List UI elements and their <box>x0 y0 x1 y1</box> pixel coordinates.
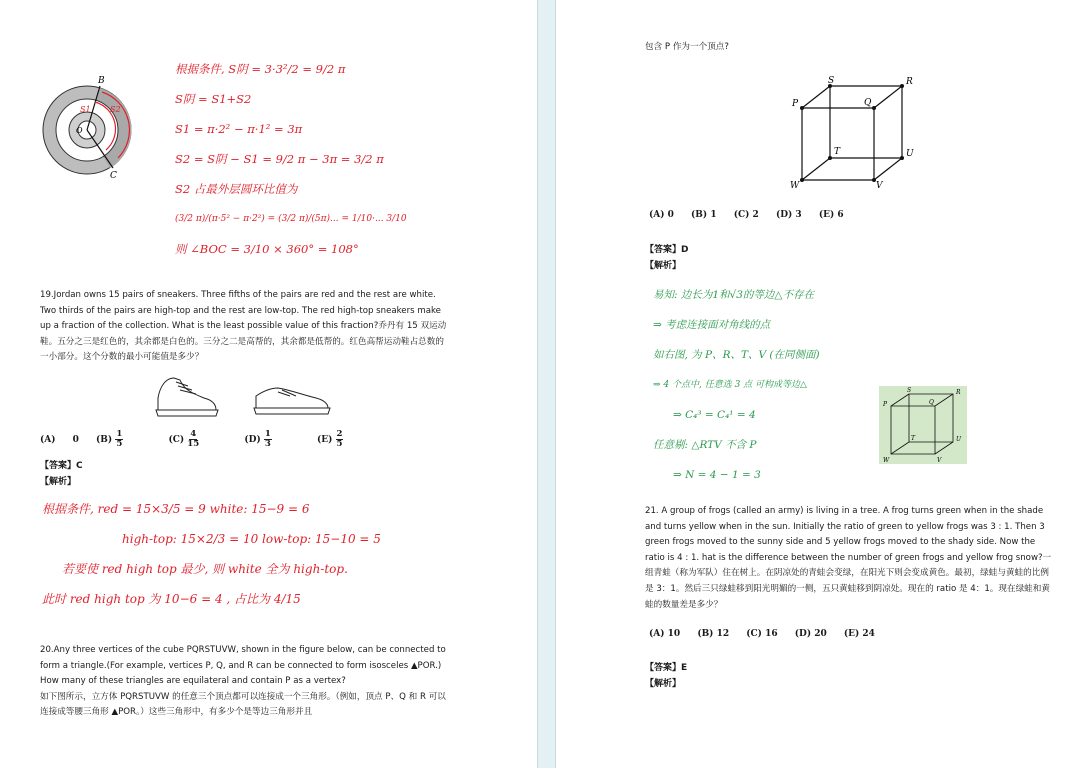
inset-label-t: T <box>911 435 916 442</box>
q21-text-en: 21. A group of frogs (called an army) is living in a tree. A frog turns green when in the shade and turns yellow when in the sun. Initially the ratio of green to yellow frogs was 3 : 1. Then 3 green frogs moved to the sunny side and 5 yellow frogs moved to the shady side. Now the ratio is 4 : 1. hat is the difference between the number of green frogs and yellow frog snow? <box>645 506 1045 563</box>
cube-label-r: R <box>906 77 913 87</box>
value: 16 <box>765 629 778 639</box>
frac-den: 3 <box>264 439 271 449</box>
q20-analysis-label: 【解析】 <box>645 261 682 271</box>
q21-choice-d <box>795 629 827 639</box>
label: (D) <box>794 629 812 639</box>
frac-num: 1 <box>264 429 271 439</box>
frac-den: 5 <box>116 439 123 449</box>
q19-analysis-label: 【解析】 <box>40 477 77 487</box>
q18-line-4: S2 = S阴 − S1 = 9/2 π − 3π = 3/2 π <box>175 152 384 166</box>
q20-text-en: 20.Any three vertices of the cube PQRSTUVW, shown in the figure below, can be connected to form a triangle.(For example, vertices P, Q, and R can be connected to form isosceles ▲POR.) How many of these triangles are equilateral and contain P as a vertex? <box>40 645 446 687</box>
cube-vertices <box>800 84 904 182</box>
inset-label-r: R <box>956 389 961 396</box>
q20-choice-b <box>691 210 717 220</box>
value: 12 <box>716 629 730 639</box>
frac-den: 15 <box>187 439 200 449</box>
q20-work-line-5: ⇒ C₄³ = C₄¹ = 4 <box>673 409 756 421</box>
q18-line-6: (3/2 π)/(π·5² − π·2²) = (3/2 π)/(5π)... = 1/10·... 3/10 <box>175 214 407 224</box>
q19-choice-d-label: (D) <box>244 435 261 445</box>
q19-choice-a-value: 0 <box>72 435 79 445</box>
label-o: O <box>76 126 83 135</box>
value: 24 <box>862 629 875 639</box>
q18-line-3: S1 = π·2² − π·1² = 3π <box>175 122 303 136</box>
label-b: B <box>98 76 105 86</box>
q20-choice-d <box>776 210 802 220</box>
q19-choice-a-label: (A) <box>40 435 56 445</box>
label-s1: S1 <box>80 105 91 114</box>
q19-choice-e-label: (E) <box>316 435 333 445</box>
q18-line-5: S2 占最外层圆环比值为 <box>175 182 298 196</box>
q20-work-line-7: ⇒ N = 4 − 1 = 3 <box>673 469 761 481</box>
value: 3 <box>795 210 802 220</box>
q19-text <box>40 288 452 366</box>
q21-text <box>645 504 1057 613</box>
q19-choice-c-label: (C) <box>168 435 185 445</box>
value: 1 <box>710 210 717 220</box>
q19-choice-e-frac <box>336 430 358 449</box>
q19-work-line-3: 若要使 red high top 最少, 则 white 全为 high-top. <box>62 562 348 576</box>
low-top-sneaker <box>254 388 330 414</box>
label: (E) <box>843 629 860 639</box>
label-s2: S2 <box>110 105 121 114</box>
sneakers-figure <box>150 372 335 420</box>
q21-choice-c <box>746 629 777 639</box>
q20-work-line-3: 如右图, 为 P、R、T、V (在同侧面) <box>653 349 820 361</box>
q21-answer: 【答案】E <box>645 663 688 673</box>
inset-label-w: W <box>883 457 890 464</box>
q20-work-line-4: ⇒ 4 个点中, 任意选 3 点 可构成等边△ <box>653 380 807 390</box>
left-page <box>0 0 537 768</box>
frac-num: 4 <box>190 429 197 439</box>
q19-choice-b-frac <box>115 430 137 449</box>
inset-cube-edges <box>891 394 953 454</box>
page-divider <box>537 0 556 768</box>
value: 10 <box>667 629 681 639</box>
q19-choice-b-label: (B) <box>96 435 113 445</box>
q18-line-2: S阴 = S1+S2 <box>175 92 252 106</box>
q19-answer: 【答案】C <box>40 461 83 471</box>
label: (A) <box>649 210 665 220</box>
q21-text-cn: 一组青蛙（称为军队）住在树上。在阴凉处的青蛙会变绿，在阳光下则会变成黄色。最初，绿蛙与黄蛙的比例是 3：1。然后三只绿蛙移到阳光明媚的一侧，五只黄蛙移到阴凉处。现在的 ratio 是 4：1。现在绿蛙和黄蛙的数量差是多少？ <box>645 552 1052 610</box>
cube-label-q: Q <box>864 98 872 108</box>
label: (D) <box>775 210 793 220</box>
q20-choices <box>649 208 858 224</box>
high-top-sneaker <box>156 378 218 416</box>
q19-work-line-1: 根据条件, red = 15×3/5 = 9 white: 15−9 = 6 <box>42 502 310 516</box>
value: 6 <box>837 210 844 220</box>
cube-figure <box>788 74 918 192</box>
value: 20 <box>814 629 827 639</box>
cube-edges <box>802 86 902 180</box>
q19-handwritten-work <box>42 494 522 614</box>
q18-line-7: 则 ∠BOC = 3/10 × 360° = 108° <box>175 242 359 256</box>
q21-choice-b <box>697 629 729 639</box>
label: (C) <box>746 629 762 639</box>
q19-choice-d-frac <box>264 430 286 449</box>
q20-work-line-6: 任意剔: △RTV 不含 P <box>653 439 757 451</box>
q19-text-en: 19.Jordan owns 15 pairs of sneakers. Three fifths of the pairs are red and the rest are white. Two thirds of the pairs are high-top and the rest are low-top. The red high-top sneakers make up a fraction of the collection. What is the least possible value of this fraction? <box>40 290 441 332</box>
label: (B) <box>691 210 708 220</box>
frac-num: 2 <box>336 429 343 439</box>
ring-figure <box>40 72 140 182</box>
q20-text-cn: 如下图所示，立方体 PQRSTUVW 的任意三个顶点都可以连接成一个三角形。（例如，顶点 P、Q 和 R 可以连接成等腰三角形 ▲POR。）这些三角形中，有多少个是等边三角形并且 <box>40 691 446 718</box>
q19-choice-b <box>96 429 151 449</box>
q19-work-line-4: 此时 red high top 为 10−6 = 4 , 占比为 4/15 <box>42 592 301 606</box>
inset-cube-panel <box>879 386 967 464</box>
q21-analysis-label: 【解析】 <box>645 679 682 689</box>
q20-text <box>40 643 452 721</box>
q20-continuation: 包含 P 作为一个顶点? <box>645 42 729 52</box>
right-page <box>556 0 1080 768</box>
cube-label-u: U <box>906 149 914 159</box>
q19-choice-e <box>316 429 372 449</box>
q19-choice-d <box>244 429 299 449</box>
inset-label-q: Q <box>929 399 934 406</box>
q20-choice-e <box>819 210 844 220</box>
q19-choices <box>40 430 385 449</box>
inset-cube-figure <box>879 386 967 464</box>
q20-work-line-1: 易知: 边长为1和√3的等边△不存在 <box>653 289 815 301</box>
cube-label-t: T <box>834 147 841 157</box>
inset-label-s: S <box>907 387 912 394</box>
q19-choice-a <box>40 435 79 445</box>
q19-choice-c <box>168 429 227 449</box>
q19-work-line-2: high-top: 15×2/3 = 10 low-top: 15−10 = 5 <box>122 532 381 546</box>
frac-den: 5 <box>336 439 343 449</box>
q21-choice-e <box>844 629 875 639</box>
q21-choices <box>649 627 889 643</box>
cube-label-v: V <box>876 181 883 191</box>
q21-choice-a <box>649 629 680 639</box>
q20-work-line-2: ⇒ 考虑连接面对角线的点 <box>653 319 771 331</box>
value: 2 <box>752 210 759 220</box>
q19-choice-c-frac <box>187 430 213 449</box>
cube-label-w: W <box>790 181 800 191</box>
q19-text-cn: 乔丹有 15 双运动鞋。五分之三是红色的，其余都是白色的。三分之二是高帮的，其余都是低帮的。红色高帮运动鞋占总数的一小部分。这个分数的最小可能值是多少？ <box>40 321 447 363</box>
label-c: C <box>110 171 117 181</box>
q18-line-1: 根据条件, S阴 = 3·3²/2 = 9/2 π <box>175 62 346 76</box>
frac-num: 1 <box>116 429 123 439</box>
inset-label-u: U <box>956 436 962 443</box>
inset-label-p: P <box>883 401 888 408</box>
label: (B) <box>697 629 714 639</box>
value: 0 <box>667 210 674 220</box>
q20-choice-a <box>649 210 674 220</box>
q20-choice-c <box>734 210 759 220</box>
q20-handwritten-work <box>653 280 903 490</box>
q20-answer: 【答案】D <box>645 245 689 255</box>
cube-label-p: P <box>792 99 799 109</box>
q18-handwritten-work <box>175 54 407 264</box>
inset-label-v: V <box>937 457 942 464</box>
label: (E) <box>818 210 835 220</box>
label: (C) <box>733 210 750 220</box>
cube-label-s: S <box>828 76 835 86</box>
label: (A) <box>649 629 665 639</box>
